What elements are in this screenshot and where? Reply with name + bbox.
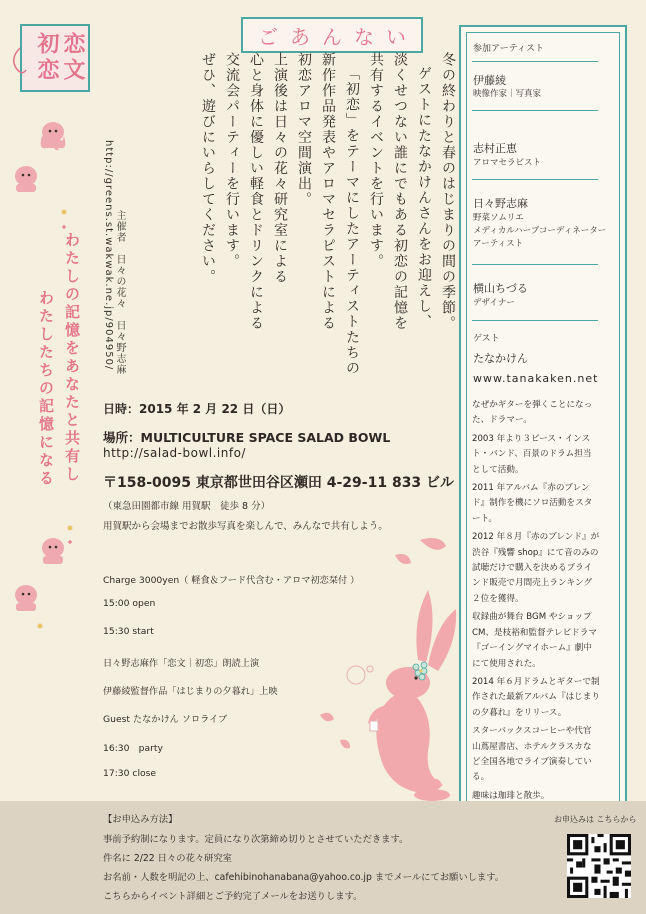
rabbit-illustration: [300, 525, 460, 805]
petal-icon: [340, 740, 350, 749]
program-item: 伊藤綾監督作品「はじまりの夕暮れ」上映: [103, 686, 278, 697]
artist-name: 伊藤綾: [473, 74, 506, 87]
program-item: 17:30 close: [103, 768, 157, 779]
logo-char: 初: [34, 32, 59, 55]
divider: [472, 179, 598, 180]
octopus-icon: [15, 166, 37, 192]
program-item: 16:30 party: [103, 743, 163, 754]
program-item: 15:00 open: [103, 598, 156, 609]
bio-paragraph: なぜかギターを弾くことになった、ドラマー。: [472, 400, 593, 426]
program-item: 日々野志麻作「恋文｜初恋」朗読上演: [103, 658, 260, 669]
program-item: Charge 3000yen（ 軽食＆フード代含む・アロマ初恋栞付 ）: [103, 575, 360, 586]
artist-role: 野菜ソムリエ メディカルハーブコーディネーター アーティスト: [473, 213, 607, 249]
guest-heading: ゲスト: [473, 334, 500, 344]
logo-char: 恋: [60, 32, 85, 55]
octopus-icon: [15, 585, 37, 611]
artist-name: 日々野志麻: [473, 197, 528, 210]
catchphrase-line-2: わたしたちの記憶になる: [37, 290, 55, 488]
page-title: ごあんない: [258, 24, 418, 49]
intro-line: 冬の終わりと春のはじまりの間の季節。: [440, 52, 456, 331]
walk-note: 用賀駅から会場までお散歩写真を楽しんで、みんなで共有しよう。: [103, 521, 388, 532]
application-line: こちらからイベント詳細とご予約完了メールをお送りします。: [103, 891, 363, 902]
divider: [472, 61, 598, 62]
artist-role: デザイナー: [473, 298, 515, 308]
intro-line: 上演後は日々の花々研究室による: [272, 52, 288, 285]
qr-caption: お申込みは こちらから: [554, 815, 637, 824]
bio-paragraph: 2011 年アルバム『赤のブレンド』制作を機にソロ活動をスタート。: [472, 483, 593, 524]
intro-line: ゲストにたなかけんさんをお迎えし、: [416, 66, 432, 330]
bio-paragraph: 趣味は珈琲と散歩。: [472, 790, 550, 801]
guest-name: たなかけん: [473, 352, 528, 365]
bio-paragraph: 2014 年６月ドラムとギターで制作された最新アルバム『はじまりの夕暮れ』をリリース。: [472, 676, 600, 718]
divider: [472, 110, 598, 111]
cup-icon: [370, 721, 378, 731]
artist-name: 横山ちづる: [473, 282, 528, 295]
bio-paragraph: 2012 年８月『赤のブレンド』が渋谷『残響 shop』にて音のみの試聴だけで購入を決めるブラインド販売で月間売上ランキング２位を獲得。: [472, 532, 600, 604]
intro-line: 新作作品発表やアロマセラピストによる: [320, 52, 336, 331]
venue-url[interactable]: http://salad-bowl.info/: [103, 446, 246, 460]
organizer-url[interactable]: http://greens.st.wakwak.ne.jp/904950/: [103, 140, 114, 371]
intro-line: 初恋アロマ空間演出。: [296, 52, 312, 207]
octopus-icon: [42, 538, 64, 564]
application-line: 件名に 2/22 日々の花々研究室: [103, 853, 233, 864]
event-date: 日時：2015 年 2 月 22 日（日）: [103, 402, 291, 416]
bio-paragraph: 収録曲が舞台 BGM やショップ CM、是枝裕和監督テレビドラマ『ゴーイングマイホーム』劇中にて使用された。: [472, 612, 597, 669]
artist-role: アロマセラピスト: [473, 158, 542, 168]
intro-text: [130, 52, 460, 392]
application-line: 事前予約制になります。定員になり次第締め切りとさせていただきます。: [103, 834, 409, 845]
petal-icon: [420, 538, 446, 550]
divider: [472, 264, 598, 265]
guest-bio: [472, 398, 600, 807]
intro-line: 「初恋」をテーマにしたアーティストたちの: [344, 66, 360, 376]
petal-icon: [320, 713, 334, 722]
organizer: 主催者 日々の花々 日々野志麻: [114, 210, 125, 375]
guest-url[interactable]: www.tanakaken.net: [473, 372, 599, 385]
petal-icon: [395, 554, 411, 564]
intro-line: 共有するイベントを行います。: [368, 52, 384, 269]
application-line: お名前・人数を明記の上、cafehibinohanabana@yahoo.co.jp までメールにてお願いします。: [103, 872, 505, 883]
qr-code[interactable]: [567, 834, 631, 898]
application-heading: 【お申込み方法】: [103, 814, 178, 825]
event-address: 〒158-0095 東京都世田谷区瀬田 4-29-11 833 ビル: [103, 475, 455, 491]
artist-role: 映像作家｜写真家: [473, 89, 542, 99]
artist-name: 志村正恵: [473, 142, 517, 155]
artists-heading: 参加アーティスト: [473, 44, 545, 54]
bio-paragraph: 2003 年より３ピース・インスト・バンド、百景のドラム担当として活動。: [472, 433, 592, 475]
octopus-icon: [41, 122, 66, 150]
program-item: Guest たなかけん ソロライブ: [103, 714, 228, 725]
page-title-box: [241, 17, 423, 53]
bio-paragraph: スターバックスコーヒーや代官山蔦屋書店、ホテルクラスカなど全国各地でライブ演奏している。: [472, 726, 592, 783]
intro-line: 淡くせつない誰にでもある初恋の記憶を: [392, 52, 408, 331]
divider: [472, 320, 598, 321]
logo-char: 文: [60, 58, 85, 81]
swirl-icon: [14, 48, 26, 73]
logo-char: 恋: [34, 58, 59, 81]
access-info: （東急田園都市線 用賀駅 徒歩 8 分）: [103, 501, 271, 512]
event-venue: 場所：MULTICULTURE SPACE SALAD BOWL: [103, 430, 391, 445]
application-panel: [0, 801, 646, 914]
program-item: 15:30 start: [103, 626, 154, 637]
bubble-icon: [347, 666, 373, 684]
intro-line: 交流会パーティーを行います。: [224, 52, 240, 269]
intro-line: 心と身体に優しい軽食とドリンクによる: [248, 52, 264, 331]
artist-panel: [459, 25, 627, 826]
catchphrase-line-1: わたしの記憶をあなたと共有し: [63, 232, 81, 484]
intro-line: ぜひ、遊びにいらしてください。: [200, 52, 216, 285]
